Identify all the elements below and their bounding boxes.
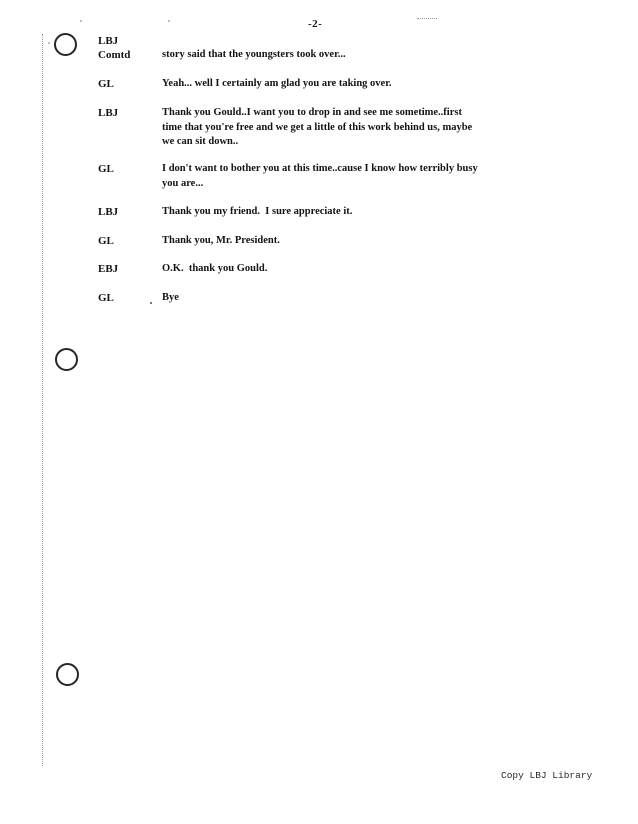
punch-hole-icon [55,348,78,371]
speaker-label [98,262,158,276]
transcript-line: Thank you Gould..I want you to drop in and see me sometime..first time that you're free and we get a little of this work behind us, maybe we can sit down.. [162,107,473,147]
speaker-continued: Comtd [98,49,131,61]
transcript-line: Thank you, Mr. President. [162,235,280,246]
punch-hole-icon [54,33,77,56]
binder-margin-line [42,34,43,766]
transcript-line: Thank you my friend. I sure appreciate it. [162,206,353,217]
speaker-name: LBJ [98,206,119,218]
speaker-name: GL [98,235,114,247]
speaker-name: LBJ [98,107,119,119]
punch-hole-icon [56,663,79,686]
transcript-line: Bye [162,292,179,303]
speaker-label [98,291,158,305]
library-footer: Copy LBJ Library [501,770,593,781]
speaker-name: EBJ [98,263,119,275]
speaker-name: GL [98,163,114,175]
speaker-label [98,205,158,219]
speaker-name: GL [98,78,114,90]
transcript-line: Yeah... well I certainly am glad you are taking over. [162,78,392,89]
scan-speck [168,20,170,22]
speaker-label [98,34,158,62]
speaker-label [98,77,158,91]
scan-speck [80,20,82,22]
transcript-line: story said that the youngsters took over... [162,49,346,60]
speaker-label [98,162,158,176]
speaker-name: LBJ [98,35,119,47]
transcript-line: O.K. thank you Gould. [162,263,268,274]
scan-dots [417,18,437,19]
transcript-line: I don't want to bother you at this time..cause I know how terribly busy you are... [162,163,478,189]
speaker-label [98,234,158,248]
speaker-label [98,106,158,120]
scan-speck [48,42,50,44]
scan-speck [150,302,152,304]
page-number: -2- [308,18,323,30]
speaker-name: GL [98,292,114,304]
